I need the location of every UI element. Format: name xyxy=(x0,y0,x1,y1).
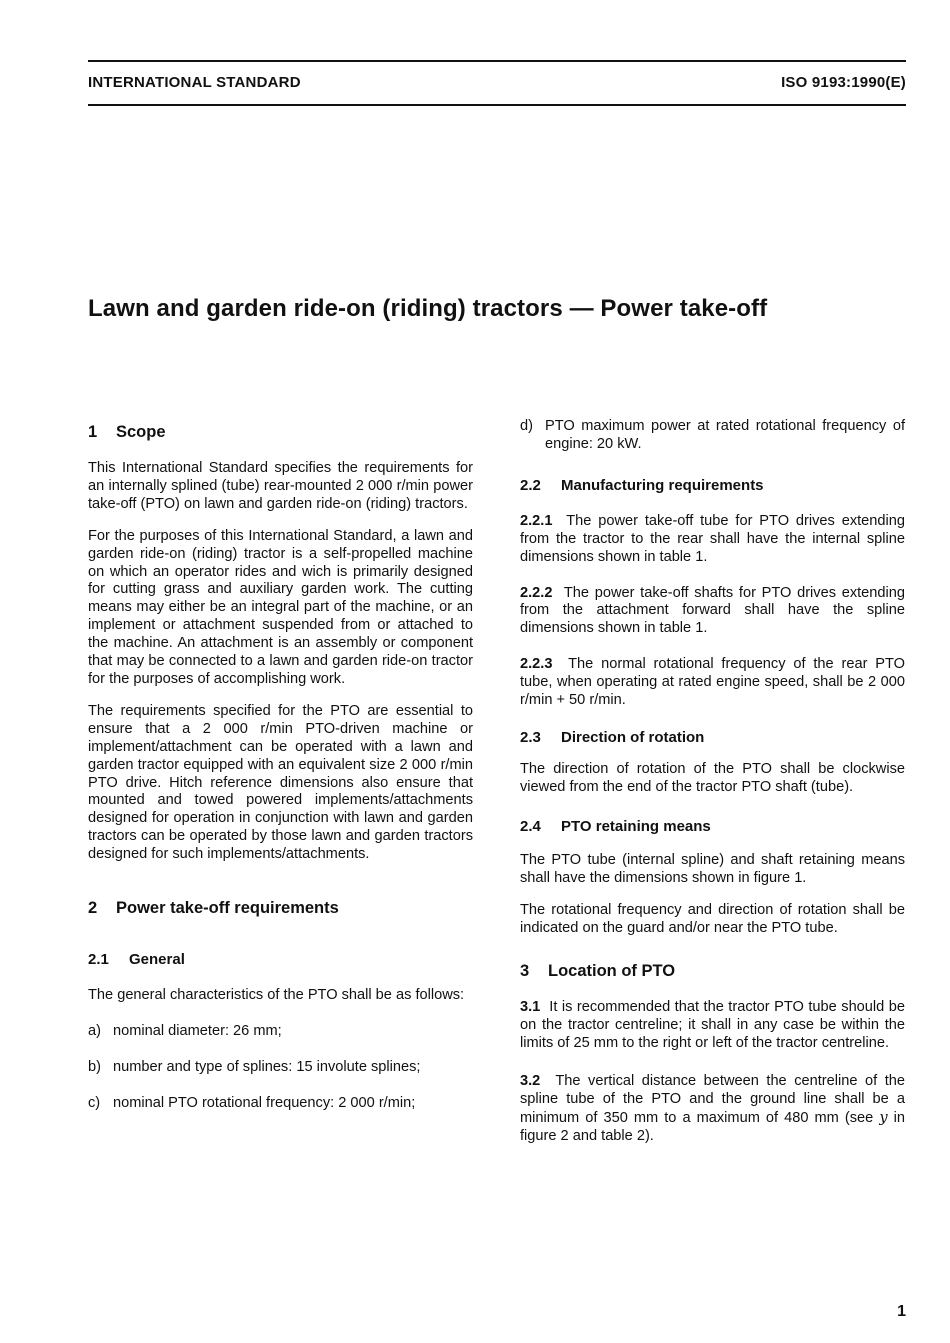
section-title: Scope xyxy=(116,423,166,441)
list-text: nominal diameter: 26 mm; xyxy=(113,1022,282,1039)
header-top-rule xyxy=(88,60,906,62)
clause-3-2 xyxy=(520,1073,905,1146)
clause-number: 3.2 xyxy=(520,1073,541,1090)
list-item xyxy=(520,418,905,454)
rotation-paragraph: The direction of rotation of the PTO shall be clockwise viewed from the end of the tractor PTO shaft (tube). xyxy=(520,760,905,795)
retaining-paragraph-1: The PTO tube (internal spline) and shaft retaining means shall have the dimensions shown in figure 1. xyxy=(520,851,905,886)
subsection-title: PTO retaining means xyxy=(561,817,711,835)
header-standard-type: INTERNATIONAL STANDARD xyxy=(88,74,301,91)
scope-paragraph-1: This International Standard specifies the requirements for an internally splined (tube) rear-mounted 2 000 r/min power take-off (PTO) on lawn and garden ride-on (riding) tractors. xyxy=(88,460,473,512)
subsection-number: 2.2 xyxy=(520,476,541,494)
section-2-1-heading xyxy=(88,950,473,969)
list-item xyxy=(88,1059,473,1077)
clause-2-2-3 xyxy=(520,656,905,710)
list-marker: b) xyxy=(88,1058,101,1075)
section-number: 2 xyxy=(88,899,98,918)
clause-text: The power take-off tube for PTO drives extending from the tractor to the rear shall have the internal spline dimensions shown in table 1. xyxy=(520,512,906,565)
page-number: 1 xyxy=(897,1303,906,1320)
section-title: Location of PTO xyxy=(548,962,676,981)
list-text: PTO maximum power at rated rotational frequency of engine: 20 kW. xyxy=(545,418,905,452)
clause-text: It is recommended that the tractor PTO tube should be on the tractor centreline; it shall in any case be within the limits of 25 mm to the right or left of the tractor centreline. xyxy=(520,999,905,1052)
list-marker: a) xyxy=(88,1022,101,1039)
subsection-number: 2.4 xyxy=(520,817,541,835)
list-marker: c) xyxy=(88,1094,101,1111)
clause-text: The power take-off shafts for PTO drives extending from the attachment forward shall have the spline dimensions shown in table 1. xyxy=(520,584,906,637)
subsection-title: Manufacturing requirements xyxy=(561,476,764,494)
section-2-2-heading xyxy=(520,476,905,495)
clause-3-1 xyxy=(520,999,905,1053)
list-marker: d) xyxy=(520,418,533,434)
retaining-paragraph-2: The rotational frequency and direction of rotation shall be indicated on the guard and/or near the PTO tube. xyxy=(520,901,905,936)
header-bottom-rule xyxy=(88,104,906,106)
scope-paragraph-2: For the purposes of this International Standard, a lawn and garden ride-on (riding) tractor is a self-propelled machine on which an operator rides and wich is primarily designed for cutting grass and auxiliary garden work. The cutting means may either be an integral part of the machine, or an implement or attachment suspended from or attached to the machine. An attachment is an assembly or component that may be connected to a lawn and garden ride-on tractor for the purposes of accomplishing work. xyxy=(88,527,473,687)
list-item xyxy=(88,1023,473,1041)
subsection-number: 2.1 xyxy=(88,951,109,969)
section-1-heading xyxy=(88,422,473,442)
clause-text-end: in figure 2 and table 2). xyxy=(520,1109,906,1144)
clause-number: 2.2.2 xyxy=(520,584,553,601)
document-title: Lawn and garden ride-on (riding) tractors — Power take-off xyxy=(88,295,768,322)
variable-y: y xyxy=(879,1108,888,1126)
section-2-heading xyxy=(88,898,473,918)
clause-text: The vertical distance between the centreline of the spline tube of the PTO and the ground line shall be a minimum of 350 mm to a maximum of 480 mm (see xyxy=(520,1073,905,1126)
subsection-number: 2.3 xyxy=(520,728,541,746)
subsection-title: General xyxy=(129,951,185,969)
list-text: nominal PTO rotational frequency: 2 000 r/min; xyxy=(113,1094,416,1111)
clause-number: 2.2.3 xyxy=(520,656,553,673)
section-2-3-heading xyxy=(520,728,905,747)
header-standard-number: ISO 9193:1990(E) xyxy=(781,74,906,91)
right-column xyxy=(520,418,905,1146)
clause-2-2-2 xyxy=(520,585,905,639)
clause-number: 2.2.1 xyxy=(520,512,553,529)
general-paragraph: The general characteristics of the PTO shall be as follows: xyxy=(88,987,465,1004)
list-text: number and type of splines: 15 involute splines; xyxy=(113,1058,421,1075)
clause-number: 3.1 xyxy=(520,999,541,1016)
section-title: Power take-off requirements xyxy=(116,899,339,918)
left-column xyxy=(88,422,473,1113)
subsection-title: Direction of rotation xyxy=(561,728,705,746)
scope-paragraph-3: The requirements specified for the PTO are essential to ensure that a 2 000 r/min PTO-driven machine or implement/attachment can be operated with a lawn and garden tractor equipped with an equivalent size 2 000 r/min PTO drive. Hitch reference dimensions also ensure that mounted and towed powered implements/attachments designed for operation in conjunction with lawn and garden tractors can be operated by those lawn and garden tractors designed for such implements/attachments. xyxy=(88,702,473,863)
section-3-heading xyxy=(520,961,905,981)
section-2-4-heading xyxy=(520,817,905,836)
clause-2-2-1 xyxy=(520,513,905,567)
section-number: 1 xyxy=(88,423,98,441)
list-item xyxy=(88,1095,473,1113)
clause-text: The normal rotational frequency of the rear PTO tube, when operating at rated engine speed, shall be 2 000 r/min + 50 r/min. xyxy=(520,656,905,709)
section-number: 3 xyxy=(520,962,530,981)
